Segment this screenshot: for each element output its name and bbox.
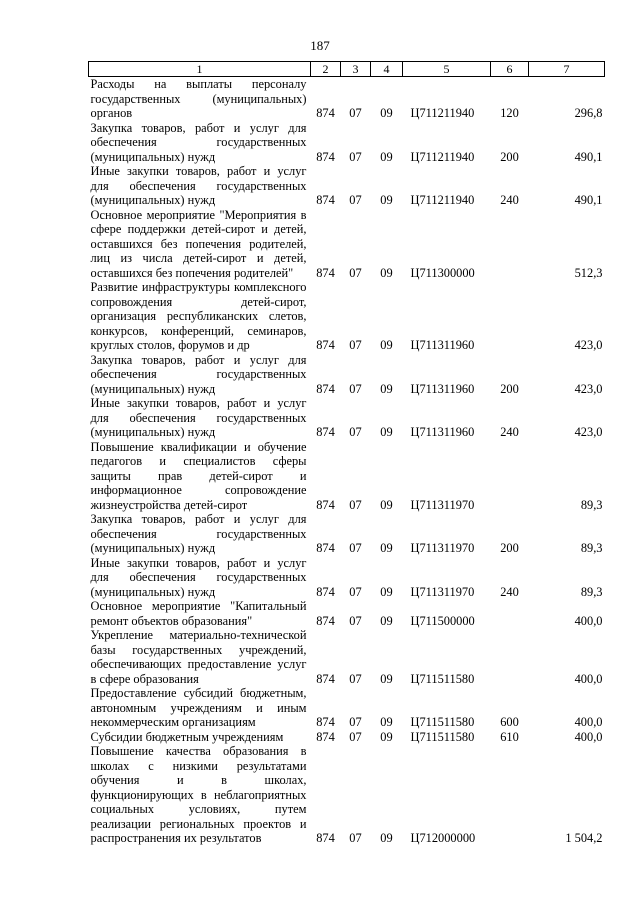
subsection-code-cell: 09 xyxy=(380,671,393,686)
expense-name-cell: Иные закупки товаров, работ и услуг для обеспечения государственных (муниципальных) нужд xyxy=(90,555,307,599)
ministry-code-cell: 874 xyxy=(316,338,335,352)
amount-cell: 490,1 xyxy=(574,149,603,164)
amount-cell: 423,0 xyxy=(574,381,603,396)
ministry-code-cell: 874 xyxy=(316,584,335,599)
table-row xyxy=(89,396,605,440)
amount-cell: 423,0 xyxy=(574,338,603,352)
subsection-code-cell: 09 xyxy=(380,338,393,352)
table-row xyxy=(89,440,605,513)
ministry-code-cell: 874 xyxy=(316,541,335,555)
expense-type-cell: 120 xyxy=(500,106,519,120)
header-col-2: 2 xyxy=(311,62,341,77)
expense-type-cell xyxy=(491,440,529,513)
expense-type-cell: 200 xyxy=(500,149,519,164)
amount-cell: 490,1 xyxy=(574,193,603,207)
expense-type-cell: 240 xyxy=(500,425,519,439)
expense-type-cell xyxy=(491,744,529,846)
expense-name-cell: Развитие инфраструктуры комплексного сопровождения детей-сирот, организация республиканских слетов, конкурсов, конференций, семинаров, круглых столов, форумов и др xyxy=(90,280,307,352)
expense-type-cell: 610 xyxy=(500,729,519,744)
ministry-code-cell: 874 xyxy=(316,715,335,729)
budget-table xyxy=(88,61,605,846)
expense-name-cell: Предоставление субсидий бюджетным, автономным учреждениям и иным некоммерческим организациям xyxy=(90,686,307,729)
header-col-1: 1 xyxy=(89,62,311,77)
table-row xyxy=(89,599,605,628)
target-article-cell: Ц711311960 xyxy=(410,425,475,439)
subsection-code-cell: 09 xyxy=(380,541,393,555)
amount-cell: 89,3 xyxy=(580,584,603,599)
expense-name-cell: Основное мероприятие "Капитальный ремонт объектов образования" xyxy=(90,599,307,628)
ministry-code-cell: 874 xyxy=(316,613,335,628)
target-article-cell: Ц711211940 xyxy=(410,106,475,120)
table-row xyxy=(89,744,605,846)
table-row xyxy=(89,730,605,745)
expense-type-cell xyxy=(491,628,529,686)
subsection-code-cell: 09 xyxy=(380,715,393,729)
table-row xyxy=(89,280,605,353)
header-col-6: 6 xyxy=(491,62,529,77)
table-row xyxy=(89,208,605,281)
target-article-cell: Ц711211940 xyxy=(410,149,475,164)
subsection-code-cell: 09 xyxy=(380,831,393,845)
expense-type-cell xyxy=(491,599,529,628)
amount-cell: 400,0 xyxy=(574,729,603,744)
table-row xyxy=(89,512,605,556)
amount-cell: 89,3 xyxy=(580,541,603,555)
header-col-3: 3 xyxy=(341,62,371,77)
section-code-cell: 07 xyxy=(349,613,362,628)
header-col-7: 7 xyxy=(529,62,605,77)
target-article-cell: Ц711511580 xyxy=(410,671,475,686)
ministry-code-cell: 874 xyxy=(316,149,335,164)
section-code-cell: 07 xyxy=(349,149,362,164)
target-article-cell: Ц711311970 xyxy=(410,584,475,599)
subsection-code-cell: 09 xyxy=(380,729,393,744)
subsection-code-cell: 09 xyxy=(380,193,393,207)
table-row xyxy=(89,353,605,397)
amount-cell: 423,0 xyxy=(574,425,603,439)
subsection-code-cell: 09 xyxy=(380,149,393,164)
expense-name-cell: Укрепление материально-технической базы государственных учреждений, обеспечивающих предоставление услуг в сфере образования xyxy=(90,628,307,686)
subsection-code-cell: 09 xyxy=(380,106,393,120)
table-row xyxy=(89,628,605,686)
expense-type-cell xyxy=(491,208,529,281)
section-code-cell: 07 xyxy=(349,497,362,512)
target-article-cell: Ц711311960 xyxy=(410,338,475,352)
expense-type-cell: 200 xyxy=(500,541,519,555)
expense-name-cell: Иные закупки товаров, работ и услуг для обеспечения государственных (муниципальных) нужд xyxy=(90,164,307,207)
amount-cell: 400,0 xyxy=(574,613,603,628)
ministry-code-cell: 874 xyxy=(316,265,335,280)
expense-type-cell: 240 xyxy=(500,193,519,207)
expense-type-cell: 240 xyxy=(500,584,519,599)
ministry-code-cell: 874 xyxy=(316,671,335,686)
amount-cell: 400,0 xyxy=(574,715,603,729)
table-body xyxy=(89,77,605,846)
ministry-code-cell: 874 xyxy=(316,106,335,120)
page-number: 187 xyxy=(310,38,330,53)
section-code-cell: 07 xyxy=(349,715,362,729)
expense-name-cell: Закупка товаров, работ и услуг для обеспечения государственных (муниципальных) нужд xyxy=(90,512,307,555)
target-article-cell: Ц712000000 xyxy=(410,831,476,845)
ministry-code-cell: 874 xyxy=(316,729,335,744)
subsection-code-cell: 09 xyxy=(380,613,393,628)
target-article-cell: Ц711211940 xyxy=(410,193,475,207)
amount-cell: 1 504,2 xyxy=(565,831,603,845)
amount-cell: 89,3 xyxy=(580,497,603,512)
expense-name-cell: Иные закупки товаров, работ и услуг для обеспечения государственных (муниципальных) нужд xyxy=(90,396,307,439)
target-article-cell: Ц711511580 xyxy=(410,729,475,744)
expense-name-cell: Субсидии бюджетным учреждениям xyxy=(90,729,284,744)
expense-name-cell: Повышение квалификации и обучение педагогов и специалистов сферы защиты прав детей-сирот и информационное сопровождение жизнеустройства детей-сирот xyxy=(90,439,307,512)
section-code-cell: 07 xyxy=(349,671,362,686)
subsection-code-cell: 09 xyxy=(380,497,393,512)
target-article-cell: Ц711500000 xyxy=(410,613,475,628)
amount-cell: 512,3 xyxy=(574,265,603,280)
target-article-cell: Ц711311970 xyxy=(410,497,475,512)
subsection-code-cell: 09 xyxy=(380,584,393,599)
expense-type-cell xyxy=(491,280,529,353)
section-code-cell: 07 xyxy=(349,584,362,599)
section-code-cell: 07 xyxy=(349,541,362,555)
header-row xyxy=(89,62,605,77)
expense-name-cell: Закупка товаров, работ и услуг для обеспечения государственных (муниципальных) нужд xyxy=(90,352,307,396)
table-row xyxy=(89,686,605,730)
section-code-cell: 07 xyxy=(349,106,362,120)
expense-name-cell: Закупка товаров, работ и услуг для обеспечения государственных (муниципальных) нужд xyxy=(90,120,307,164)
target-article-cell: Ц711300000 xyxy=(410,265,475,280)
table-row xyxy=(89,164,605,208)
section-code-cell: 07 xyxy=(349,425,362,439)
section-code-cell: 07 xyxy=(349,729,362,744)
amount-cell: 400,0 xyxy=(574,671,603,686)
ministry-code-cell: 874 xyxy=(316,193,335,207)
ministry-code-cell: 874 xyxy=(316,497,335,512)
header-col-4: 4 xyxy=(371,62,403,77)
expense-name-cell: Повышение качества образования в школах с низкими результатами обучения и в школах, функционирующих в неблагоприятных социальных условиях, путем реализации региональных проектов и распространения их результатов xyxy=(90,744,307,845)
expense-type-cell: 600 xyxy=(500,715,519,729)
expense-name-cell: Расходы на выплаты персоналу государственных (муниципальных) органов xyxy=(90,77,307,120)
section-code-cell: 07 xyxy=(349,338,362,352)
amount-cell: 296,8 xyxy=(574,106,603,120)
target-article-cell: Ц711311970 xyxy=(410,541,475,555)
subsection-code-cell: 09 xyxy=(380,425,393,439)
ministry-code-cell: 874 xyxy=(316,831,335,845)
subsection-code-cell: 09 xyxy=(380,381,393,396)
table-row xyxy=(89,121,605,165)
ministry-code-cell: 874 xyxy=(316,425,335,439)
section-code-cell: 07 xyxy=(349,831,362,845)
expense-name-cell: Основное мероприятие "Мероприятия в сфере поддержки детей-сирот и детей, оставшихся без попечения родителей, лиц из числа детей-сирот и детей, оставшихся без попечения родителей" xyxy=(90,207,307,280)
subsection-code-cell: 09 xyxy=(380,265,393,280)
section-code-cell: 07 xyxy=(349,381,362,396)
target-article-cell: Ц711511580 xyxy=(410,715,475,729)
header-col-5: 5 xyxy=(403,62,491,77)
ministry-code-cell: 874 xyxy=(316,381,335,396)
expense-type-cell: 200 xyxy=(500,381,519,396)
target-article-cell: Ц711311960 xyxy=(410,381,475,396)
table-row xyxy=(89,77,605,121)
table-header xyxy=(89,62,605,77)
section-code-cell: 07 xyxy=(349,193,362,207)
section-code-cell: 07 xyxy=(349,265,362,280)
table-row xyxy=(89,556,605,600)
